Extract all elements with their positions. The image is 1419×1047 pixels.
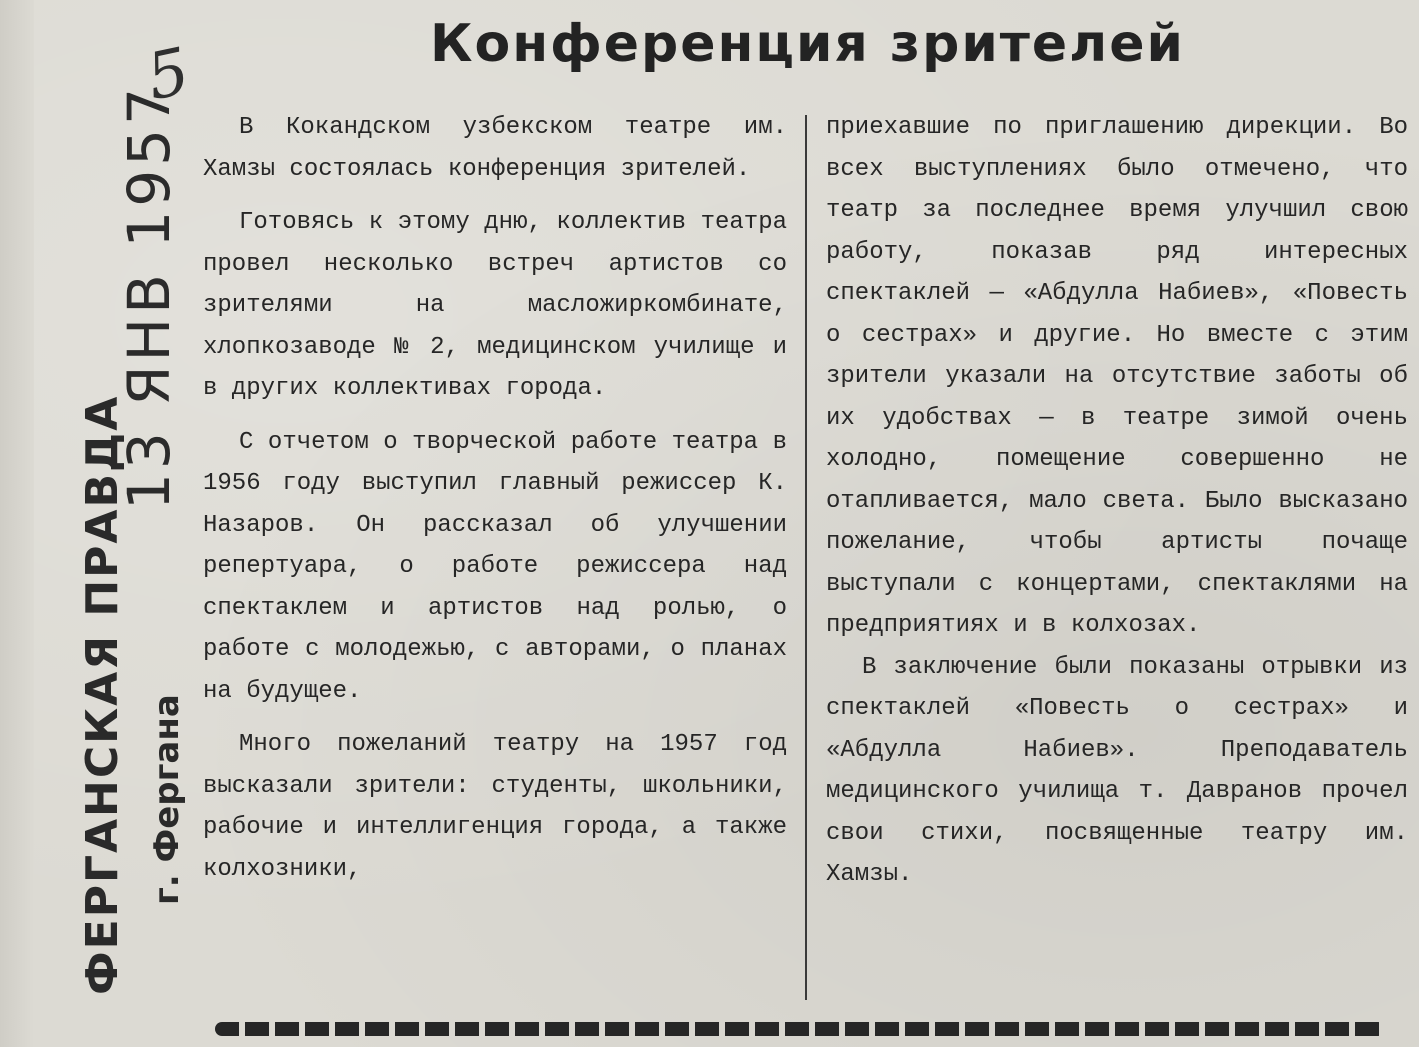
article-paragraph: С отчетом о творческой работе театра в 1956 году выступил главный режиссер К. Назаров. Он рассказал об улучшении репертуара, о работе режиссера над спектаклем и артистов над ролью, о работе с молодежью, с авторами, о планах на будущее. <box>203 428 787 705</box>
newspaper-clipping: 5 13 ЯНВ 1957 ФЕРГАНСКАЯ ПРАВДА г. Фергана Конференция зрителей В Кокандском узбекском театре им. Хамзы состоялась конференция зрителей. Готовясь к этому дню, коллектив театра провел несколько встреч артистов со зрителями на масложиркомбинате, хлопкозаводе № 2, медицинском училище и в других коллективах города. С отчетом о творческой работе театра в 1956 году выступил главный режиссер К. Назаров. Он рассказал об улучшении репертуара, о работе режиссера над спектаклем и артистов над ролью, о работе с молодежью, с авторами, о планах на будущее. Много пожеланий театру на 1957 год высказали зрители: студенты, школьники, рабочие и интеллигенция города, а также колхозники, приехавшие по приглашению дирекции. Во всех выступлениях было отмечено, что театр за последнее время улучшил свою работу, показав ряд интересных спектаклей — «Абдулла Набиев», «Повесть о сестрах» и другие. Но вместе с этим зрители указали на отсутствие заботы об их удобствах — в театре зимой очень холодно, помещение совершенно не отапливается, мало света. Было высказано пожелание, чтобы артисты почаще выступали с концертами, спектаклями на предприятиях и в колхозах. В заключение были показаны отрывки из спектаклей «Повесть о сестрах» и «Абдулла Набиев». Преподаватель медицинского училища т. Давранов прочел свои стихи, посвященные театру им. Хамзы. <box>0 0 1419 1047</box>
handwritten-page-number: 5 <box>140 34 196 116</box>
stamp-newspaper-name: ФЕРГАНСКАЯ ПРАВДА <box>77 394 128 995</box>
clipping-edge <box>0 0 34 1047</box>
article-paragraph: Готовясь к этому дню, коллектив театра провел несколько встреч артистов со зрителями на масложиркомбинате, хлопкозаводе № 2, медицинском училище и в других коллективах города. <box>203 209 787 402</box>
article-left-column <box>203 107 787 902</box>
column-divider <box>805 115 807 1000</box>
article-paragraph: приехавшие по приглашению дирекции. Во всех выступлениях было отмечено, что театр за последнее время улучшил свою работу, показав ряд интересных спектаклей — «Абдулла Набиев», «Повесть о сестрах» и другие. Но вместе с этим зрители указали на отсутствие заботы об их удобствах — в театре зимой очень холодно, помещение совершенно не отапливается, мало света. Было высказано пожелание, чтобы артисты почаще выступали с концертами, спектаклями на предприятиях и в колхозах. <box>826 114 1408 639</box>
article-paragraph: Много пожеланий театру на 1957 год высказали зрители: студенты, школьники, рабочие и интеллигенция города, а также колхозники, <box>203 731 787 883</box>
article-right-column <box>826 107 1408 896</box>
article-paragraph: В заключение были показаны отрывки из спектаклей «Повесть о сестрах» и «Абдулла Набиев». Преподаватель медицинского училища т. Давранов прочел свои стихи, посвященные театру им. Хамзы. <box>826 653 1408 888</box>
decorative-bottom-rule <box>215 1022 1385 1036</box>
article-paragraph: В Кокандском узбекском театре им. Хамзы состоялась конференция зрителей. <box>203 114 787 183</box>
stamp-city: г. Фергана <box>147 694 187 905</box>
article-headline: Конференция зрителей <box>430 14 1185 74</box>
